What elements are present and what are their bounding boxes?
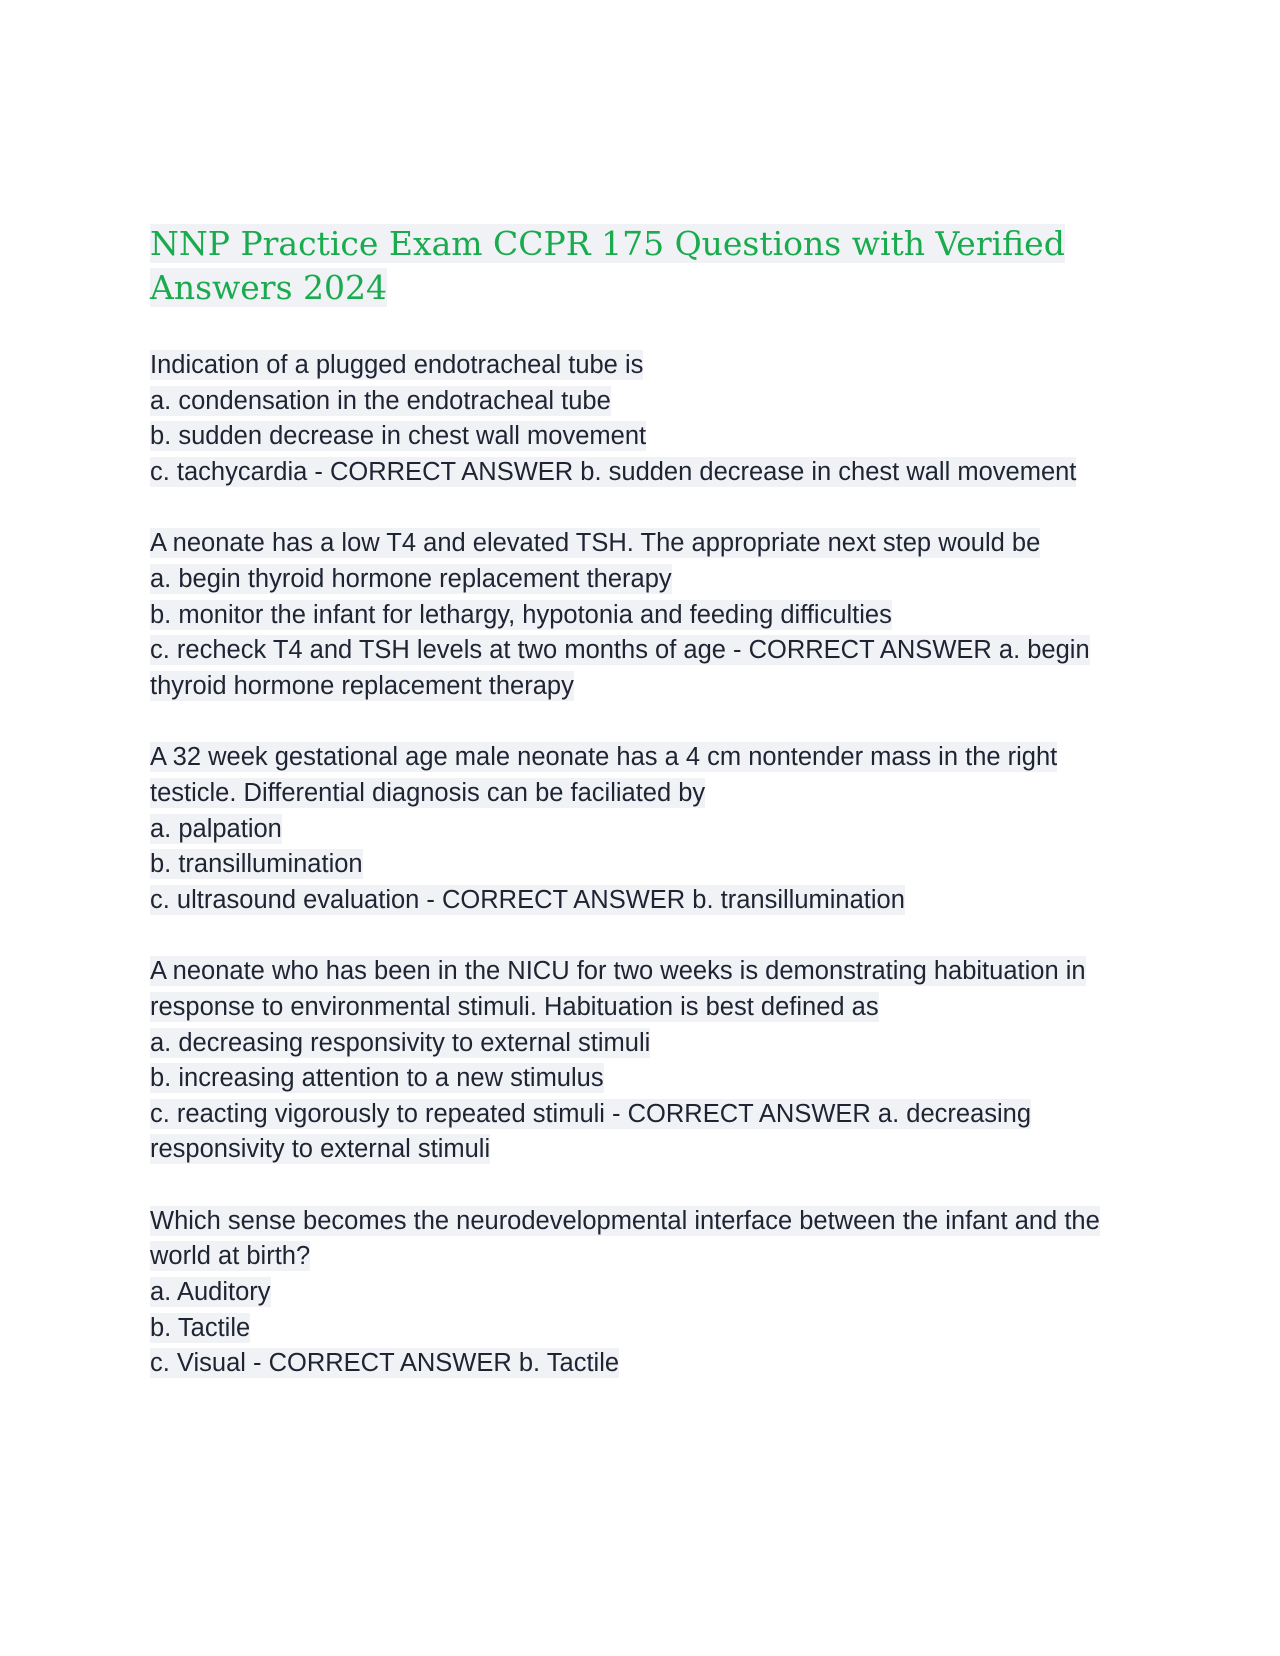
answer-option-b [150,598,1130,634]
question-block-4 [150,954,1130,1168]
question-block-2 [150,526,1130,704]
option-text: c. tachycardia - CORRECT ANSWER b. sudden decrease in chest wall movement [150,457,1077,486]
question-stem [150,526,1130,562]
answer-option-b [150,1311,1130,1347]
document-title [150,222,1130,310]
answer-option-c-with-correct-answer [150,1346,1130,1382]
question-text: A 32 week gestational age male neonate has a 4 cm nontender mass in the right testicle. Differential diagnosis can be faciliated by [150,743,1058,807]
answer-option-a [150,384,1130,420]
option-text: a. Auditory [150,1278,271,1307]
answer-option-b [150,419,1130,455]
option-text: b. sudden decrease in chest wall movement [150,422,647,451]
question-block-1 [150,348,1130,490]
option-text: a. begin thyroid hormone replacement therapy [150,564,672,593]
option-text: b. monitor the infant for lethargy, hypotonia and feeding difficulties [150,600,892,629]
option-text: c. ultrasound evaluation - CORRECT ANSWER b. transillumination [150,885,905,914]
answer-option-a [150,562,1130,598]
answer-option-c-with-correct-answer [150,1097,1130,1168]
option-text: a. condensation in the endotracheal tube [150,386,611,415]
question-text: Which sense becomes the neurodevelopmental interface between the infant and the world at birth? [150,1206,1100,1271]
option-text: c. recheck T4 and TSH levels at two months of age - CORRECT ANSWER a. begin thyroid hormone replacement therapy [150,636,1090,700]
question-stem [150,954,1130,1025]
document-title-text: NNP Practice Exam CCPR 175 Questions with Verified Answers 2024 [150,224,1065,307]
question-stem [150,1204,1130,1275]
option-text: a. palpation [150,814,282,843]
option-text: c. reacting vigorously to repeated stimuli - CORRECT ANSWER a. decreasing responsivity to external stimuli [150,1099,1032,1164]
question-text: A neonate who has been in the NICU for two weeks is demonstrating habituation in response to environmental stimuli. Habituation is best defined as [150,957,1086,1021]
answer-option-b [150,1061,1130,1097]
option-text: b. increasing attention to a new stimulus [150,1064,604,1093]
option-text: b. Tactile [150,1313,251,1342]
option-text: c. Visual - CORRECT ANSWER b. Tactile [150,1349,620,1378]
question-stem [150,740,1130,811]
answer-option-c-with-correct-answer [150,633,1130,704]
question-block-5 [150,1204,1130,1382]
answer-option-a [150,812,1130,848]
answer-option-b [150,847,1130,883]
option-text: a. decreasing responsivity to external stimuli [150,1028,651,1057]
question-block-3 [150,740,1130,918]
document-content [150,222,1130,1418]
question-text: Indication of a plugged endotracheal tube is [150,351,644,379]
answer-option-c-with-correct-answer [150,455,1130,491]
answer-option-a [150,1026,1130,1062]
option-text: b. transillumination [150,850,363,879]
question-stem [150,348,1130,384]
question-text: A neonate has a low T4 and elevated TSH. The appropriate next step would be [150,529,1041,558]
answer-option-a [150,1275,1130,1311]
answer-option-c-with-correct-answer [150,883,1130,919]
